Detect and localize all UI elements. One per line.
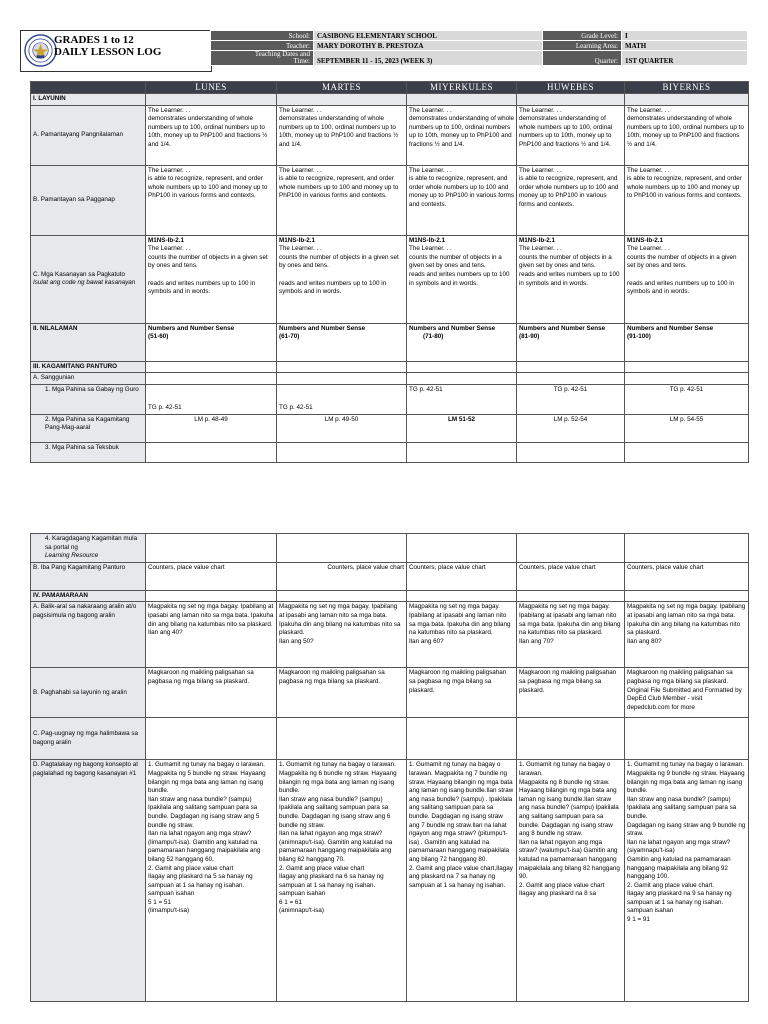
cell-c-mon [146,235,277,323]
cell-habi-wed: Magkaroon ng maikling paligsahan sa pagbasa ng mga bilang sa plaskard. [407,668,517,718]
cell-lm-tue: LM p. 49-50 [277,414,407,442]
cell-c-fri [625,235,749,323]
row-label-balik-aral: A. Balik-aral sa nakaraang aralin at/o pagsisimula ng bagong aralin [31,602,146,668]
cell-tg-fri: TG p. 42-51 [625,384,749,414]
deped-seal-icon [24,34,57,67]
topic-mon: Numbers and Number Sense [148,324,235,332]
section-pamamaraan: IV. PAMAMARAAN [31,590,146,602]
row-label-karagdagang-kagamitan [31,534,146,563]
cell-nil-thu [517,323,625,361]
cell-c-wed [407,235,517,323]
cell-balik-tue: Magpakita ng set ng mga bagay. Ipabilang at ipasabi ang laman nito sa mga bata. Ipakuha din ang bilang na katumbas nito sa plaskard. Ilan ang 50? [277,602,407,668]
range-mon: (51-60) [148,333,169,341]
title-box [20,30,212,72]
cell-lm-thu: LM p. 52-54 [517,414,625,442]
range-wed: (71-80) [423,333,444,341]
cell-balik-wed: Magpakita ng set ng mga bagay. Ipabilang at ipasabi ang laman nito sa mga bata. Ipakuha din ang bilang na katumbas nito sa plaskard. Ilan ang 60? [407,602,517,668]
title-line-1: GRADES 1 to 12 [54,34,134,46]
text-c-wed: The Learner. . . counts the number of objects in a given set by ones and tens. reads and writes numbers up to 100 in symbols and in words. [409,245,510,287]
cell-iba-fri: Counters, place value chart [625,562,749,590]
topic-tue: Numbers and Number Sense [279,324,366,332]
code-fri: M1NS-Ib-2.1 [627,236,664,244]
karagdagang-label-sub: Learning Resource [45,552,99,560]
dates-value: SEPTEMBER 11 - 15, 2023 (WEEK 3) [314,51,543,66]
teacher-label: Teacher: [211,41,314,51]
cell-a-wed: The Learner. . . demonstrates understanding of whole numbers up to 100, ordinal numbers up to 10th, money up to PhP100 and fractions ½ and 1/4. [407,105,517,165]
cell-tg-wed: TG p. 42-51 [407,384,517,414]
text-c-mon: The Learner. . . counts the number of objects in a given set by ones and tens. reads and writes numbers up to 100 in symbols and in words. [148,245,268,296]
topic-wed: Numbers and Number Sense [409,324,496,332]
cell-iba-tue: Counters, place value chart [277,562,407,590]
cell-habi-thu: Magkaroon ng maikling paligsahan sa pagbasa ng mga bilang sa plaskard. [517,668,625,718]
cell-talakay-thu: 1. Gumamit ng tunay na bagay o larawan. Magpakita ng 8 bundle ng straw. Hayaang bilangin ng mga bata ang laman ng isang bundle.Ilan straw ang nasa bundle? (sampu) Ipakilala ang salitang sampuan para sa bundle. Dagdagan ng isang straw ang 8 bundle ng straw. Ilan na lahat ngayon ang mga straw? (walumpu't-isa) Gamitin ang katulad na pamamaraan hanggang maipakilala ang bilang 82 hanggang 90. 2. Gamit ang place value chart Ilagay ang plaskard na 8 sa [517,760,625,1002]
dll-table-bottom [30,533,749,1002]
cell-talakay-mon: 1. Gumamit ng tunay na bagay o larawan. Magpakita ng 5 bundle ng straw. Hayaang bilangin ng mga bata ang laman ng isang bundle. Ilan straw ang nasa bundle? (sampu) Ipakilala ang salitang sampuan para sa bundle. Dagdagan ng isang straw ang 5 bundle ng straw. Ilan na lahat ngayon ang mga straw? (limampu't-isa). Gamitin ang katulad na pamamaraan hanggang maipakilala ang bilang 52 hanggang 60. 2. Gamit ang place value chart Ilagay ang plaskard na 5 sa hanay ng sampuan at 1 sa hanay ng isahan. sampuan isahan 5 1 = 51 (limampu't-isa) [146,760,277,1002]
cell-b-wed: The Learner. . . is able to recognize, represent, and order whole numbers up to 100 and money up to PhP100 in various forms and contexts. [407,165,517,235]
cell-nil-wed [407,323,517,361]
quarter-value: 1ST QUARTER [622,51,748,66]
row-label-kagamitang-mag-aaral: 2. Mga Pahina sa Kagamitang Pang-Mag-aaral [31,414,146,442]
cell-b-tue: The Learner. . . is able to recognize, represent, and order whole numbers up to 100 and money up to PhP100 in various forms and contexts. [277,165,407,235]
area-value: MATH [622,41,748,51]
cell-c-tue [277,235,407,323]
cell-a-thu: The Learner. . . demonstrates understanding of whole numbers up to 100, ordinal numbers up to 10th, money up to PhP100 and fractions ½ and 1/4. [517,105,625,165]
school-value: CASIBONG ELEMENTARY SCHOOL [314,31,543,41]
dll-table-top [30,81,749,463]
row-label-gabay-guro: 1. Mga Pahina sa Gabay ng Guro [31,384,146,414]
dates-label-line-2: Time: [293,57,310,65]
title-line-2: DAILY LESSON LOG [54,46,162,58]
cell-balik-thu: Magpakita ng set ng mga bagay. Ipabilang at ipasabi ang laman nito sa mga bata. Ipakuha din ang bilang na katumbas nito sa plaskard. Ilan ang 70? [517,602,625,668]
cell-tg-tue: TG p. 42-51 [277,384,407,414]
row-label-teksbuk: 3. Mga Pahina sa Teksbuk [31,442,146,462]
code-thu: M1NS-Ib-2.1 [519,236,556,244]
row-label-pamantayang-pangnilalaman: A. Pamantayang Pangnilalaman [31,105,146,165]
row-label-pag-uugnay: C. Pag-uugnay ng mga halimbawa sa bagong aralin [31,718,146,760]
area-label: Learning Area: [543,41,622,51]
day-header-wed: MIYERKULES [407,82,517,94]
row-label-paghahabi: B. Paghahabi sa layunin ng aralin [31,668,146,718]
school-label: School: [211,31,314,41]
row-label-kasanayan-sub: Isulat ang code ng bawat kasanayan [33,279,136,287]
topic-thu: Numbers and Number Sense [519,324,606,332]
day-header-thu: HUWEBES [517,82,625,94]
cell-habi-mon: Magkaroon ng maikling paligsahan sa pagbasa ng mga bilang sa plaskard. [146,668,277,718]
row-label-pagtalakay: D. Pagtalakay ng bagong konsepto at paglalahad ng bagong kasanayan #1 [31,760,146,1002]
cell-b-mon: The Learner. . . is able to recognize, represent, and order whole numbers up to 100 and money up to PhP100 in various forms and contexts. [146,165,277,235]
dates-label [211,51,314,66]
teacher-value: MARY DOROTHY B. PRESTOZA [314,41,543,51]
range-fri: (91-100) [627,333,651,341]
cell-a-fri: The Learner. . . demonstrates understanding of whole numbers up to 100, ordinal numbers up to 10th, money up to PhP100 and fractions ½ and 1/4. [625,105,749,165]
cell-balik-mon: Magpakita ng set ng mga bagay. Ipabilang at ipasabi ang laman nito sa mga bata. Ipakuha din ang bilang na katumbas nito sa plaskard. Ilan ang 40? [146,602,277,668]
cell-iba-mon: Counters, place value chart [146,562,277,590]
cell-talakay-wed: 1. Gumamit ng tunay na bagay o larawan. Magpakita ng 7 bundle ng straw. Hayaang bilangin ng mga bata ang laman ng isang bundle.Ilan straw ang nasa bundle? (sampu) . Ipakilala ang salitang sampuan para sa bundle. Dagdagan ng isang straw ang 7 bundle ng straw.Ilan na lahat ngayon ang mga straw? (pitumpu't-isa) . Gamitin ang katulad na pamamaraan hanggang maipakilala ang bilang 72 hanggang 80. 2. Gamit ang place value chart,Ilagay ang plaskard na 7 sa hanay ng sampuan at 1 sa hanay ng isahan. [407,760,517,1002]
cell-talakay-tue: 1. Gumamit ng tunay na bagay o larawan. Magpakita ng 6 bundle ng straw. Hayaang bilangin ng mga bata ang laman ng isang bundle. Ilan straw ang nasa bundle? (sampu) Ipakilala ang salitang sampuan para sa bundle. Dagdagan ng isang straw ang 6 bundle ng straw. Ilan na lahat ngayon ang mga straw? (animnapu't-isa). Gamitin ang katulad na pamamaraan hanggang maipakilala ang bilang 62 hanggang 70. 2. Gamit ang place value chart Ilagay ang plaskard na 6 sa hanay ng sampuan at 1 sa hanay ng isahan. sampuan isahan 6 1 = 61 (animnapu't-isa) [277,760,407,1002]
corner-header-cell [31,82,146,94]
quarter-label: Quarter: [543,51,622,66]
cell-lm-wed: LM 51-52 [407,414,517,442]
cell-balik-fri: Magpakita ng set ng mga bagay. Ipabilang at ipasabi ang laman nito sa mga bata. Ipakuha din ang bilang na katumbas nito sa plaskard. Ilan ang 80? [625,602,749,668]
cell-habi-tue: Magkaroon ng maikling paligsahan sa pagbasa ng mga bilang sa plaskard. [277,668,407,718]
cell-b-fri: The Learner. . . is able to recognize, represent, and order whole numbers up to 100 and money up to PhP100 in various forms and contexts. [625,165,749,235]
karagdagang-label-main: 4. Karagdagang Kagamitan mula sa portal ng [45,535,138,551]
code-wed: M1NS-Ib-2.1 [409,236,446,244]
day-header-mon: LUNES [146,82,277,94]
section-kagamitan: III. KAGAMITANG PANTURO [31,361,146,373]
day-header-tue: MARTES [277,82,407,94]
code-tue: M1NS-Ib-2.1 [279,236,316,244]
text-c-fri: The Learner. . . counts the number of objects in a given set by ones and tens. reads and writes numbers up to 100 in symbols and in words. [627,245,737,296]
section-nilalaman: II. NILALAMAN [31,323,146,361]
row-label-kasanayan [31,235,146,323]
cell-a-tue: The Learner. . . demonstrates understanding of whole numbers up to 100, ordinal numbers up to 10th, money up to PhP100 and fractions ½ and 1/4. [277,105,407,165]
cell-nil-fri [625,323,749,361]
dll-header [20,30,748,72]
cell-lm-mon: LM p. 48-49 [146,414,277,442]
text-c-thu: The Learner. . . counts the number of objects in a given set by ones and tens. reads and writes numbers up to 100 in symbols and in words. [519,245,620,287]
cell-b-thu: The Learner. . . is able to recognize, represent, and order whole numbers up to 100 and money up to PhP100 in various forms and contexts. [517,165,625,235]
row-label-sanggunian: A. Sanggunian [31,373,146,385]
text-c-tue: The Learner. . . counts the number of objects in a given set by ones and tens. reads and writes numbers up to 100 in symbols and in words. [279,245,399,296]
cell-tg-mon: TG p. 42-51 [146,384,277,414]
section-layunin: I. LAYUNIN [31,94,146,106]
cell-c-thu [517,235,625,323]
cell-nil-mon [146,323,277,361]
cell-iba-wed: Counters, place value chart [407,562,517,590]
topic-fri: Numbers and Number Sense [627,324,714,332]
cell-tg-thu: TG p. 42-51 [517,384,625,414]
cell-talakay-fri: 1. Gumamit ng tunay na bagay o larawan. Magpakita ng 9 bundle ng straw. Hayaang bilangin ng mga bata ang laman ng isang bundle. Ilan straw ang nasa bundle? (sampu) Ipakilala ang salitang sampuan para sa bundle. Dagdagan ng isang straw ang 9 bundle ng straw. Ilan na lahat ngayon ang mga straw? (siyamnapu't-isa) Gamitin ang katulad na pamamaraan hanggang maipakilala ang bilang 92 hanggang 100. 2. Gamit ang place value chart. Ilagay ang plaskard na 9 sa hanay ng sampuan at 1 sa hanay ng isahan. sampuan isahan 9 1 = 91 [625,760,749,1002]
title-text [54,34,161,58]
code-mon: M1NS-Ib-2.1 [148,236,185,244]
cell-habi-fri: Magkaroon ng maikling paligsahan sa pagbasa ng mga bilang sa plaskard. Original File Submitted and Formatted by DepEd Club Member - visit depedclub.com for more [625,668,749,718]
cell-a-mon: The Learner. . . demonstrates understanding of whole numbers up to 100, ordinal numbers up to 10th, money up to PhP100 and fractions ½ and 1/4. [146,105,277,165]
cell-iba-thu: Counters, place value chart [517,562,625,590]
grade-value: I [622,31,748,41]
cell-lm-fri: LM p. 54-55 [625,414,749,442]
cell-nil-tue [277,323,407,361]
grade-label: Grade Level: [543,31,622,41]
header-info-table [210,30,748,66]
row-label-pamantayan-sa-pagganap: B. Pamantayan sa Pagganap [31,165,146,235]
row-label-iba-pang-kagamitan: B. Iba Pang Kagamitang Panturo [31,562,146,590]
range-tue: (61-70) [279,333,300,341]
dates-label-line-1: Teaching Dates and [254,50,310,58]
range-thu: (81-90) [519,333,540,341]
row-label-kasanayan-main: C. Mga Kasanayan sa Pagkatuto [33,270,126,278]
day-header-fri: BIYERNES [625,82,749,94]
